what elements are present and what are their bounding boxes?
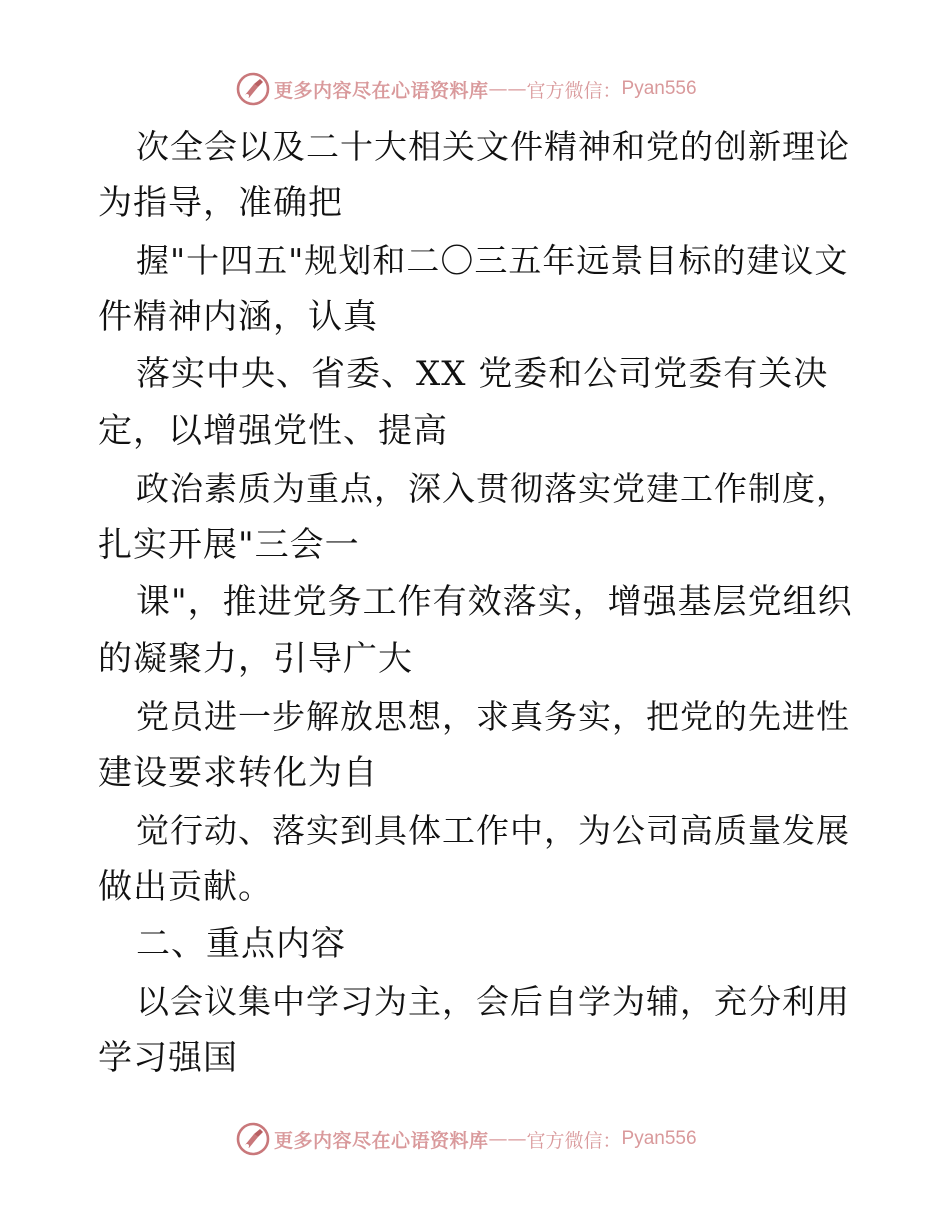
brand-logo-icon xyxy=(236,72,270,106)
text-line: 党员进一步解放思想，求真务实，把党的先进性 xyxy=(136,697,850,736)
watermark-separator: —— xyxy=(488,78,527,100)
text-line: 落实中央、省委、XX 党委和公司党委有关决 xyxy=(136,354,829,394)
text-line: 做出贡献。 xyxy=(98,867,273,907)
text-line: 握"十四五"规划和二〇三五年远景目标的建议文 xyxy=(136,241,849,280)
watermark-label: 官方微信： xyxy=(526,79,622,102)
section-heading: 二、重点内容 xyxy=(136,924,346,964)
text-line: 政治素质为重点，深入贯彻落实党建工作制度， xyxy=(136,469,850,508)
footer-watermark xyxy=(236,1122,697,1156)
watermark-brand: 更多内容尽在心语资料库 xyxy=(274,79,489,102)
watermark-brand: 更多内容尽在心语资料库 xyxy=(274,1129,489,1152)
watermark-id: Pyan556 xyxy=(621,78,697,99)
document-body xyxy=(98,118,858,1087)
text-line: 以会议集中学习为主，会后自学为辅，充分利用 xyxy=(136,982,850,1021)
text-line: 定，以增强党性、提高 xyxy=(98,411,448,451)
text-line: 课"，推进党务工作有效落实，增强基层党组织 xyxy=(136,582,853,622)
watermark-label: 官方微信： xyxy=(526,1129,622,1152)
watermark-separator: —— xyxy=(488,1128,527,1150)
text-line: 次全会以及二十大相关文件精神和党的创新理论 xyxy=(136,127,850,166)
watermark-id: Pyan556 xyxy=(621,1128,697,1149)
text-line: 件精神内涵，认真 xyxy=(98,297,378,337)
header-watermark xyxy=(236,72,697,106)
text-line: 建设要求转化为自 xyxy=(98,753,378,793)
text-line: 扎实开展"三会一 xyxy=(98,525,360,565)
text-line: 学习强国 xyxy=(98,1038,238,1078)
text-line: 觉行动、落实到具体工作中，为公司高质量发展 xyxy=(136,811,850,850)
text-line: 的凝聚力，引导广大 xyxy=(98,639,413,679)
brand-logo-icon xyxy=(236,1122,270,1156)
text-line: 为指导，准确把 xyxy=(98,183,343,223)
